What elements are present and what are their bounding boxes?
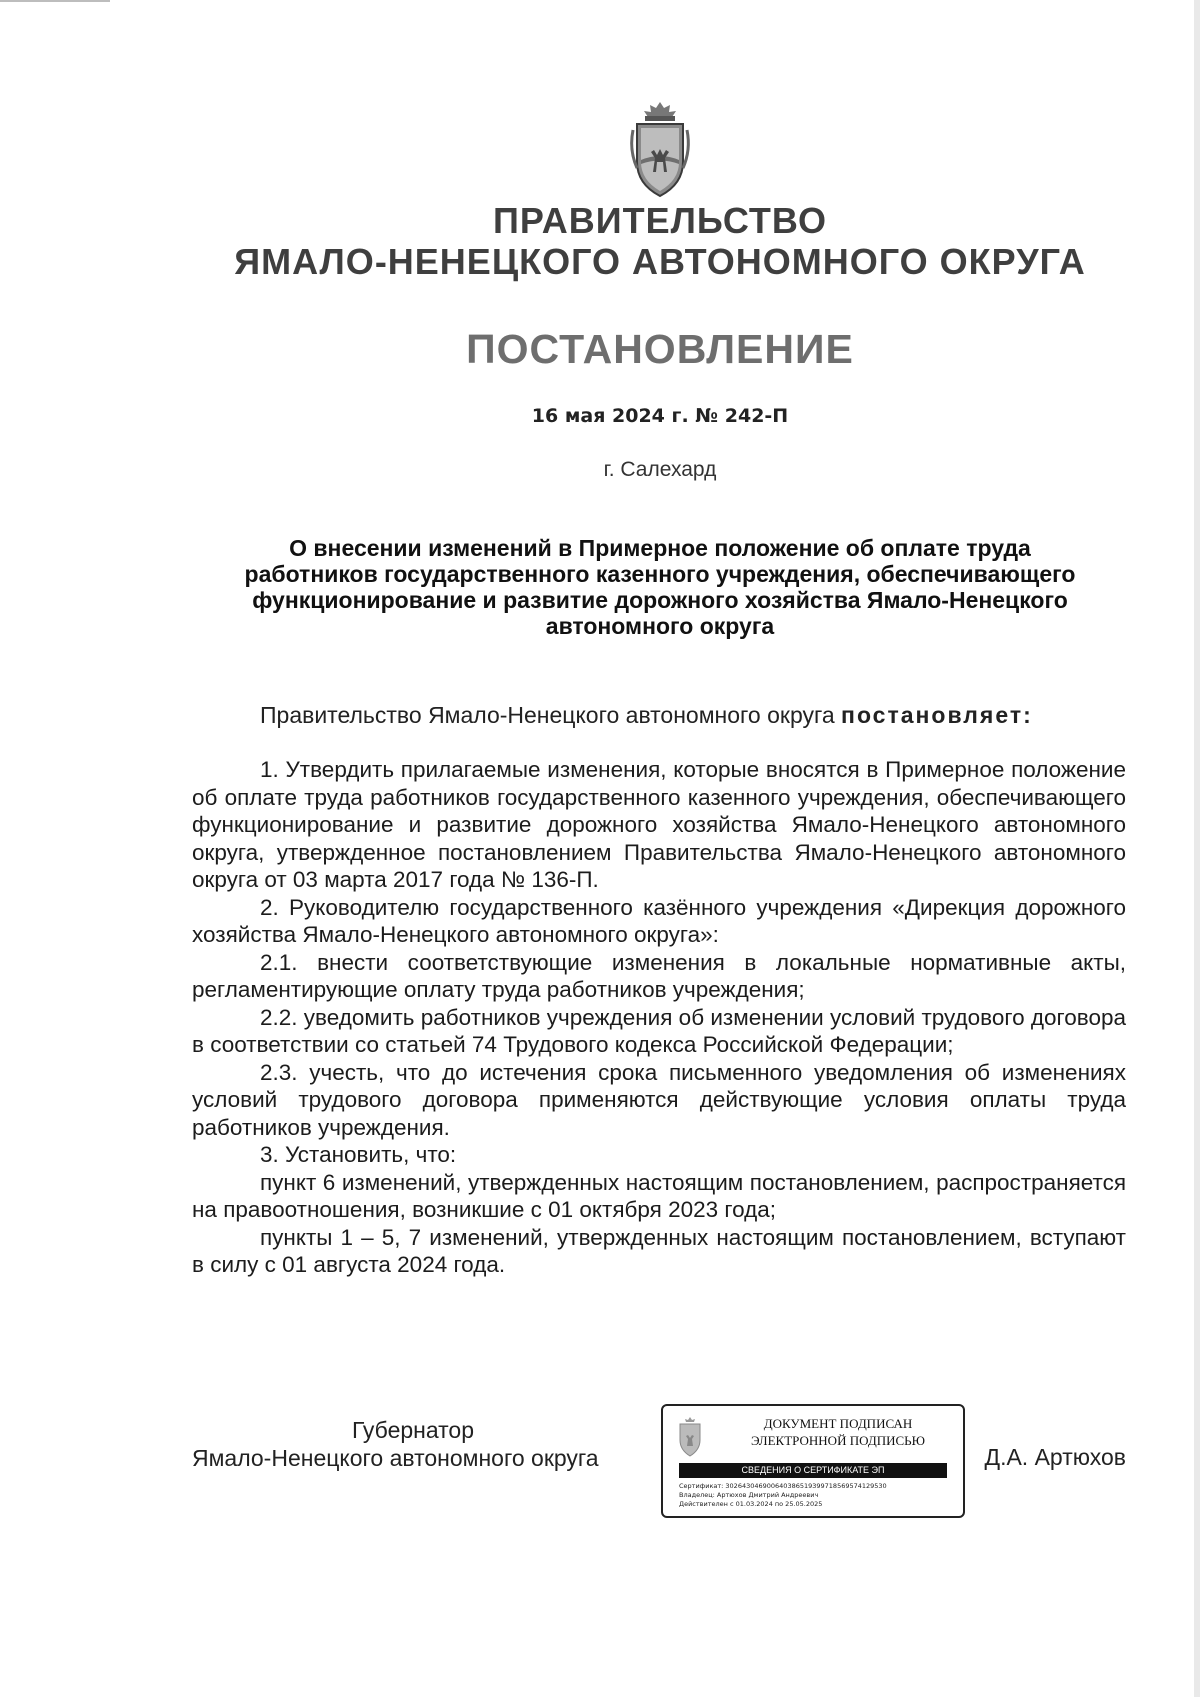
subject-line-2: работников государственного казенного учреждения, обеспечивающего bbox=[244, 561, 1076, 587]
signatory-region: Ямало-Ненецкого автономного округа bbox=[192, 1445, 599, 1471]
paragraph-3: 3. Установить, что: bbox=[260, 1142, 457, 1167]
preamble-verb: постановляет: bbox=[841, 702, 1033, 728]
subject-line-1: О внесении изменений в Примерное положение об оплате труда bbox=[289, 535, 1031, 561]
paragraph-2-1: 2.1. внести соответствующие изменения в локальные нормативные акты, регламентирующие оплату труда работников учреждения; bbox=[192, 949, 1126, 1002]
signatory-role: Губернатор bbox=[352, 1417, 475, 1443]
stamp-certificate-number: Сертификат: 302643046900640386519399718569574129530 bbox=[679, 1482, 887, 1490]
signatory-position bbox=[192, 1416, 642, 1472]
preamble bbox=[260, 702, 1130, 729]
paragraph-2-2: 2.2. уведомить работников учреждения об изменении условий трудового договора в соответствии со статьей 74 Трудового кодекса Российской Федерации; bbox=[192, 1004, 1126, 1057]
stamp-emblem-icon bbox=[675, 1416, 705, 1458]
government-title-line-1: ПРАВИТЕЛЬСТВО bbox=[492, 200, 828, 241]
stamp-title bbox=[723, 1415, 953, 1449]
stamp-certificate-header: СВЕДЕНИЯ О СЕРТИФИКАТЕ ЭП bbox=[679, 1463, 947, 1478]
paragraph-1: 1. Утвердить прилагаемые изменения, которые вносятся в Примерное положение об оплате труда работников государственного казенного учреждения, обеспечивающего функционирование и развитие дорожного хозяйства Ямало-Ненецкого автономного округа, утвержденное постановлением Правительства Ямало-Ненецкого автономного округа от 03 марта 2017 года № 136-П. bbox=[192, 757, 1126, 892]
stamp-title-line-2: ЭЛЕКТРОННОЙ ПОДПИСЬЮ bbox=[751, 1433, 925, 1448]
paragraph-2-3: 2.3. учесть, что до истечения срока письменного уведомления об изменениях условий трудового договора применяются действующие условия оплаты труда работников учреждения. bbox=[192, 1059, 1126, 1140]
document-body bbox=[192, 756, 1126, 1279]
signatory-name: Д.А. Артюхов bbox=[984, 1444, 1126, 1470]
coat-of-arms-emblem bbox=[625, 100, 695, 200]
stamp-validity: Действителен с 01.03.2024 по 25.05.2025 bbox=[679, 1500, 823, 1508]
stamp-owner: Владелец: Артюхов Дмитрий Андреевич bbox=[679, 1491, 819, 1499]
stamp-title-line-1: ДОКУМЕНТ ПОДПИСАН bbox=[763, 1416, 913, 1431]
stamp-certificate-info bbox=[679, 1482, 949, 1509]
paragraph-3-b: пункты 1 – 5, 7 изменений, утвержденных настоящим постановлением, вступают в силу с 01 августа 2024 года. bbox=[192, 1224, 1126, 1277]
preamble-text: Правительство Ямало-Ненецкого автономного округа bbox=[260, 702, 835, 728]
subject-line-4: автономного округа bbox=[545, 613, 775, 639]
date-and-number: 16 мая 2024 г. № 242-П bbox=[531, 405, 789, 427]
scan-mark bbox=[0, 0, 110, 2]
subject-line-3: функционирование и развитие дорожного хозяйства Ямало-Ненецкого bbox=[252, 587, 1068, 613]
paragraph-2: 2. Руководителю государственного казённого учреждения «Дирекция дорожного хозяйства Ямало-Ненецкого автономного округа»: bbox=[192, 894, 1126, 947]
electronic-signature-stamp bbox=[661, 1404, 965, 1518]
document-subject bbox=[195, 535, 1125, 639]
government-title-line-2: ЯМАЛО-НЕНЕЦКОГО АВТОНОМНОГО ОКРУГА bbox=[234, 241, 1086, 282]
document-type: ПОСТАНОВЛЕНИЕ bbox=[466, 326, 854, 372]
paragraph-3-a: пункт 6 изменений, утвержденных настоящим постановлением, распространяется на правоотношения, возникшие с 01 октября 2023 года; bbox=[192, 1169, 1126, 1222]
city: г. Салехард bbox=[603, 458, 717, 481]
